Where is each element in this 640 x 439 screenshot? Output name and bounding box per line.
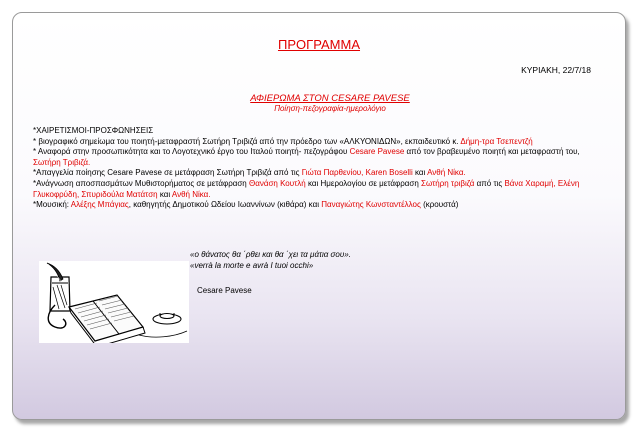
tribute-title: ΑΦΙΕΡΩΜΑ ΣΤΟΝ CESARE PAVESE (250, 93, 410, 104)
program-item-greetings: *ΧΑΙΡΕΤΙΣΜΟΙ-ΠΡΟΣΦΩΝΗΣΕΙΣ (33, 126, 154, 135)
quote-greek: «ο θάνατος θα ΄ρθει και θα ΄χει τα μάτια σου». (190, 250, 351, 259)
program-list (33, 126, 607, 211)
book-quill-illustration (39, 261, 189, 343)
event-date: ΚΥΡΙΑΚΗ, 22/7/18 (521, 65, 591, 75)
quote-italian: «verrà la morte e avrà I tuoi occhi» (190, 260, 314, 270)
translator-name: Σωτήρη Τριβιζά. (33, 157, 91, 167)
reciter-name: Ανθή Νίκα. (427, 168, 466, 178)
program-item-music: *Μουσική: Αλέξης Μπάγιας, καθηγητής Δημοτικού Ωδείου Ιωαννίνων (κιθάρα) και Παναγιώτης Κωνσταντέλλος (κρουστά) (33, 200, 459, 210)
translator-name: Θανάση Κουτλή (248, 178, 306, 188)
program-item-recitation: *Απαγγελία ποίησης Cesare Pavese σε μετάφραση Σωτήρη Τριβιζά από τις Γιώτα Παρθενίου, Karen Boselli και Ανθή Νίκα. (33, 168, 466, 178)
translator-name: Σωτήρη τριβιζά (421, 178, 475, 188)
pavese-quote (190, 250, 351, 271)
musician-name: Παναγιώτης Κωνσταντέλλος (321, 200, 421, 210)
readers-names: Βάνα Χαραμή, Ελένη Γλυκοφρύδη, Σπυριδούλα Ματάτση (33, 178, 580, 199)
speaker-name: Δήμη-τρα Τσεπεντζή (460, 136, 533, 146)
reciters-names: Γιώτα Παρθενίου, Karen Boselli (301, 168, 413, 178)
program-card (12, 12, 626, 420)
program-item-reading: *Ανάγνωση αποσπασμάτων Μυθιστορήματος σε μετάφραση Θανάση Κουτλή και Ημερολογίου σε μετάφραση Σωτήρη τριβιζά από τις Βάνα Χαραμή, Ελένη Γλυκοφρύδη, Σπυριδούλα Ματάτση και Ανθή Νίκα. (33, 178, 580, 199)
program-heading: ΠΡΟΓΡΑΜΜΑ (277, 37, 361, 52)
program-item-reference: * Αναφορά στην προσωπικότητα και το Λογοτεχνικό έργο του Ιταλού ποιητή- πεζογράφου Cesare Pavese από τον βραβευμένο ποιητή και μεταφραστή του, Σωτήρη Τριβιζά. (33, 147, 580, 167)
reader-name: Ανθή Νίκα. (171, 189, 211, 199)
program-item-biography: * βιογραφικό σημείωμα του ποιητή-μεταφραστή Σωτήρη Τριβιζά από την πρόεδρο των «ΑΛΚΥΟΝΙΔΩΝ», εκπαιδευτικό κ. Δήμη-τρα Τσεπεντζή (33, 136, 533, 146)
musician-name: Αλέξης Μπάγιας (70, 200, 129, 210)
quote-author: Cesare Pavese (197, 286, 252, 295)
tribute-subtitle: Ποίηση-πεζογραφία-ημερολόγιο (274, 104, 386, 113)
author-name: Cesare Pavese (349, 147, 405, 157)
